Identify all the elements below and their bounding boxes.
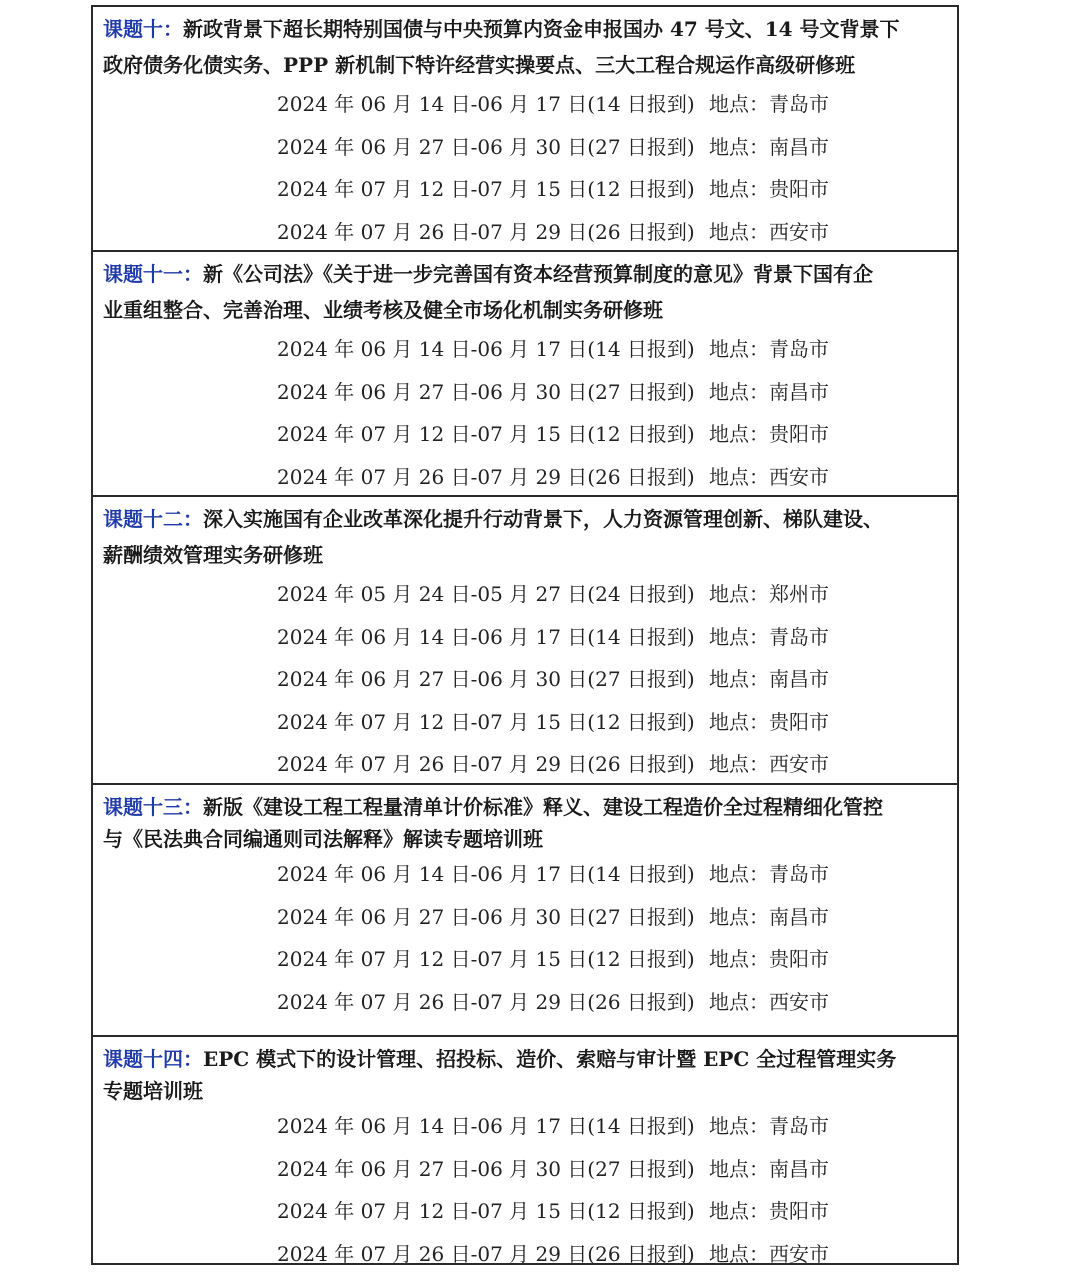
session-dates: 2024 年 06 月 14 日-06 月 17 日(14 日报到) — [277, 328, 709, 371]
session-location: 地点：南昌市 — [709, 896, 909, 939]
session-row — [93, 168, 957, 211]
session-location: 地点：贵阳市 — [709, 938, 909, 981]
course-title — [93, 1037, 957, 1105]
session-dates: 2024 年 07 月 26 日-07 月 29 日(26 日报到) — [277, 743, 709, 786]
session-dates: 2024 年 06 月 27 日-06 月 30 日(27 日报到) — [277, 1148, 709, 1191]
session-row — [93, 896, 957, 939]
session-dates: 2024 年 07 月 12 日-07 月 15 日(12 日报到) — [277, 413, 709, 456]
session-location: 地点：贵阳市 — [709, 413, 909, 456]
session-dates: 2024 年 07 月 26 日-07 月 29 日(26 日报到) — [277, 456, 709, 499]
course-section — [93, 1037, 957, 1263]
course-title — [93, 497, 957, 573]
course-label: 课题十二： — [103, 507, 203, 531]
session-location: 地点：西安市 — [709, 456, 909, 499]
session-row — [93, 1105, 957, 1148]
session-row — [93, 1148, 957, 1191]
session-dates: 2024 年 06 月 14 日-06 月 17 日(14 日报到) — [277, 616, 709, 659]
course-section — [93, 252, 957, 497]
session-row — [93, 456, 957, 499]
session-row — [93, 413, 957, 456]
session-location: 地点：青岛市 — [709, 1105, 909, 1148]
session-location: 地点：青岛市 — [709, 328, 909, 371]
session-row — [93, 573, 957, 616]
session-row — [93, 83, 957, 126]
session-dates: 2024 年 07 月 26 日-07 月 29 日(26 日报到) — [277, 211, 709, 254]
session-row — [93, 743, 957, 786]
session-dates: 2024 年 07 月 12 日-07 月 15 日(12 日报到) — [277, 1190, 709, 1233]
session-location: 地点：南昌市 — [709, 1148, 909, 1191]
session-dates: 2024 年 07 月 26 日-07 月 29 日(26 日报到) — [277, 1233, 709, 1275]
session-row — [93, 658, 957, 701]
session-location: 地点：南昌市 — [709, 126, 909, 169]
session-dates: 2024 年 05 月 24 日-05 月 27 日(24 日报到) — [277, 573, 709, 616]
session-dates: 2024 年 07 月 12 日-07 月 15 日(12 日报到) — [277, 938, 709, 981]
course-label: 课题十三： — [103, 795, 203, 819]
session-dates: 2024 年 07 月 12 日-07 月 15 日(12 日报到) — [277, 168, 709, 211]
session-dates: 2024 年 06 月 14 日-06 月 17 日(14 日报到) — [277, 1105, 709, 1148]
session-row — [93, 211, 957, 254]
session-dates: 2024 年 06 月 14 日-06 月 17 日(14 日报到) — [277, 853, 709, 896]
course-label: 课题十： — [103, 17, 183, 41]
session-location: 地点：西安市 — [709, 211, 909, 254]
course-title-line1: EPC 模式下的设计管理、招投标、造价、索赔与审计暨 EPC 全过程管理实务 — [203, 1047, 896, 1071]
course-title-line1: 新版《建设工程工程量清单计价标准》释义、建设工程造价全过程精细化管控 — [203, 795, 883, 819]
session-dates: 2024 年 06 月 27 日-06 月 30 日(27 日报到) — [277, 126, 709, 169]
session-row — [93, 938, 957, 981]
session-location: 地点：青岛市 — [709, 616, 909, 659]
course-title-line2: 专题培训班 — [103, 1077, 947, 1105]
course-title-line1: 新《公司法》《关于进一步完善国有资本经营预算制度的意见》背景下国有企 — [203, 262, 873, 286]
course-title-line2: 薪酬绩效管理实务研修班 — [103, 537, 947, 573]
session-row — [93, 701, 957, 744]
session-row — [93, 981, 957, 1024]
session-location: 地点：青岛市 — [709, 83, 909, 126]
session-row — [93, 371, 957, 414]
session-dates: 2024 年 06 月 14 日-06 月 17 日(14 日报到) — [277, 83, 709, 126]
session-row — [93, 1190, 957, 1233]
session-location: 地点：南昌市 — [709, 371, 909, 414]
session-location: 地点：青岛市 — [709, 853, 909, 896]
session-location: 地点：西安市 — [709, 981, 909, 1024]
course-title — [93, 785, 957, 853]
course-title — [93, 7, 957, 83]
course-title-line1: 深入实施国有企业改革深化提升行动背景下，人力资源管理创新、梯队建设、 — [203, 507, 883, 531]
session-dates: 2024 年 06 月 27 日-06 月 30 日(27 日报到) — [277, 658, 709, 701]
session-location: 地点：贵阳市 — [709, 168, 909, 211]
session-row — [93, 1233, 957, 1275]
course-title — [93, 252, 957, 328]
session-row — [93, 616, 957, 659]
course-section — [93, 785, 957, 1037]
session-location: 地点：郑州市 — [709, 573, 909, 616]
course-label: 课题十一： — [103, 262, 203, 286]
session-dates: 2024 年 07 月 26 日-07 月 29 日(26 日报到) — [277, 981, 709, 1024]
session-dates: 2024 年 06 月 27 日-06 月 30 日(27 日报到) — [277, 371, 709, 414]
course-label: 课题十四： — [103, 1047, 203, 1071]
session-row — [93, 853, 957, 896]
session-dates: 2024 年 07 月 12 日-07 月 15 日(12 日报到) — [277, 701, 709, 744]
session-location: 地点：西安市 — [709, 1233, 909, 1275]
session-location: 地点：西安市 — [709, 743, 909, 786]
course-section — [93, 497, 957, 785]
course-title-line1: 新政背景下超长期特别国债与中央预算内资金申报国办 47 号文、14 号文背景下 — [183, 17, 900, 41]
course-title-line2: 政府债务化债实务、PPP 新机制下特许经营实操要点、三大工程合规运作高级研修班 — [103, 47, 947, 83]
course-schedule-table — [91, 5, 959, 1265]
course-title-line2: 与《民法典合同编通则司法解释》解读专题培训班 — [103, 825, 947, 853]
session-row — [93, 126, 957, 169]
course-title-line2: 业重组整合、完善治理、业绩考核及健全市场化机制实务研修班 — [103, 292, 947, 328]
session-location: 地点：南昌市 — [709, 658, 909, 701]
session-dates: 2024 年 06 月 27 日-06 月 30 日(27 日报到) — [277, 896, 709, 939]
session-location: 地点：贵阳市 — [709, 1190, 909, 1233]
session-row — [93, 328, 957, 371]
course-section — [93, 7, 957, 252]
session-location: 地点：贵阳市 — [709, 701, 909, 744]
